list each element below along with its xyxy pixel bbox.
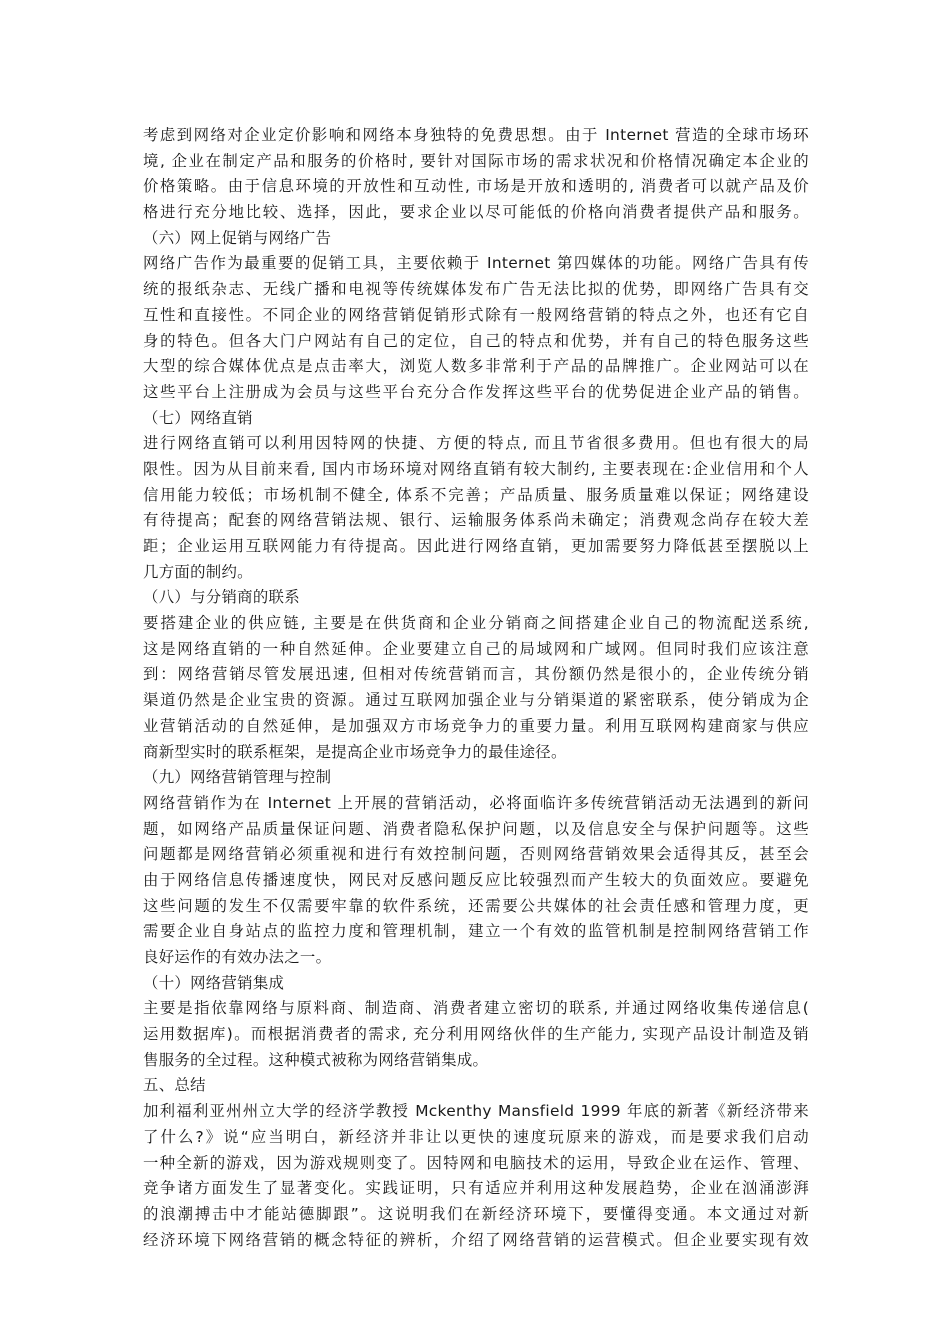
- text-line: 考虑到网络对企业定价影响和网络本身独特的免费思想。由于 Internet 营造的全球市场环: [143, 126, 809, 144]
- text-line: 信用能力较低；市场机制不健全, 体系不完善；产品质量、服务质量难以保证；网络建设: [143, 485, 809, 504]
- text-line: 商新型实时的联系框架，是提高企业市场竞争力的最佳途径。: [143, 742, 567, 761]
- text-line: 主要是指依靠网络与原料商、制造商、消费者建立密切的联系, 并通过网络收集传递信息(: [143, 999, 809, 1018]
- text-line: 一种全新的游戏，因为游戏规则变了。因特网和电脑技术的运用，导致企业在运作、管理、: [143, 1153, 809, 1172]
- section-heading: （九）网络营销管理与控制: [143, 768, 332, 787]
- text-line: 售服务的全过程。这种模式被称为网络营销集成。: [143, 1050, 489, 1069]
- text-line: 身的特色。但各大门户网站有自己的定位，自己的特点和优势，并有自己的特色服务这些: [143, 331, 809, 350]
- text-line: 几方面的制约。: [143, 562, 253, 581]
- text-line: 经济环境下网络营销的概念特征的辨析，介绍了网络营销的运营模式。但企业要实现有效: [143, 1230, 809, 1249]
- section-heading: （六）网上促销与网络广告: [143, 228, 332, 247]
- text-line: 到：网络营销尽管发展迅速, 但相对传统营销而言，其份额仍然是很小的，企业传统分销: [143, 665, 809, 684]
- text-line: 有待提高；配套的网络营销法规、银行、运输服务体系尚未确定；消费观念尚存在较大差: [143, 511, 809, 530]
- section-heading: （七）网络直销: [143, 408, 253, 427]
- text-line: 竞争诸方面发生了显著变化。实践证明，只有适应并利用这种发展趋势，企业在汹涌澎湃: [143, 1179, 809, 1198]
- text-line: 境, 企业在制定产品和服务的价格时, 要针对国际市场的需求状况和价格情况确定本企业的: [143, 151, 809, 170]
- text-line: 的浪潮搏击中才能站德脚跟”。这说明我们在新经济环境下，要懂得变通。本文通过对新: [143, 1204, 809, 1223]
- text-line: 运用数据库)。而根据消费者的需求, 充分利用网络伙伴的生产能力, 实现产品设计制造及销: [143, 1025, 809, 1044]
- text-line: 限性。因为从目前来看, 国内市场环境对网络直销有较大制约, 主要表现在:企业信用和个人: [143, 459, 809, 478]
- text-line: 由于网络信息传播速度快，网民对反感问题反应比较强烈而产生较大的负面效应。要避免: [143, 870, 809, 889]
- text-line: 这些问题的发生不仅需要牢靠的软件系统，还需要公共媒体的社会责任感和管理力度，更: [143, 896, 809, 915]
- document-page: [143, 123, 809, 1253]
- text-line: 需要企业自身站点的监控力度和管理机制，建立一个有效的监管机制是控制网络营销工作: [143, 922, 809, 941]
- text-line: 网络营销作为在 Internet 上开展的营销活动，必将面临许多传统营销活动无法遇到的新问: [143, 793, 809, 812]
- section-heading: （八）与分销商的联系: [143, 588, 300, 607]
- text-line: 格进行充分地比较、选择，因此，要求企业以尽可能低的价格向消费者提供产品和服务。: [143, 203, 809, 222]
- text-line: 大型的综合媒体优点是点击率大，浏览人数多非常利于产品的品牌推广。企业网站可以在: [143, 357, 809, 376]
- section-heading: （十）网络营销集成: [143, 973, 285, 992]
- text-line: 价格策略。由于信息环境的开放性和互动性, 市场是开放和透明的, 消费者可以就产品及价: [143, 177, 809, 196]
- text-line: 题，如网络产品质量保证问题、消费者隐私保护问题，以及信息安全与保护问题等。这些: [143, 819, 809, 838]
- section-heading: 五、总结: [143, 1076, 206, 1095]
- text-line: 渠道仍然是企业宝贵的资源。通过互联网加强企业与分销渠道的紧密联系，使分销成为企: [143, 691, 809, 710]
- text-line: 业营销活动的自然延伸，是加强双方市场竞争力的重要力量。利用互联网构建商家与供应: [143, 716, 809, 735]
- text-line: 问题都是网络营销必须重视和进行有效控制问题，否则网络营销效果会适得其反，甚至会: [143, 845, 809, 864]
- text-line: 这些平台上注册成为会员与这些平台充分合作发挥这些平台的优势促进企业产品的销售。: [143, 382, 809, 401]
- text-line: 加利福利亚州州立大学的经济学教授 Mckenthy Mansfield 1999 年底的新著《新经济带来: [143, 1102, 809, 1121]
- text-line: 要搭建企业的供应链, 主要是在供货商和企业分销商之间搭建企业自己的物流配送系统,: [143, 614, 809, 633]
- text-line: 网络广告作为最重要的促销工具，主要依赖于 Internet 第四媒体的功能。网络广告具有传: [143, 254, 809, 273]
- text-line: 互性和直接性。不同企业的网络营销促销形式除有一般网络营销的特点之外，也还有它自: [143, 305, 809, 324]
- text-line: 良好运作的有效办法之一。: [143, 948, 332, 966]
- text-line: 了什么?》说“应当明白，新经济并非让以更快的速度玩原来的游戏，而是要求我们启动: [143, 1127, 809, 1146]
- text-line: 距；企业运用互联网能力有待提高。因此进行网络直销，更加需要努力降低甚至摆脱以上: [143, 537, 809, 555]
- text-line: 进行网络直销可以利用因特网的快捷、方便的特点, 而且节省很多费用。但也有很大的局: [143, 434, 809, 453]
- text-line: 这是网络直销的一种自然延伸。企业要建立自己的局域网和广域网。但同时我们应该注意: [143, 639, 809, 658]
- text-line: 统的报纸杂志、无线广播和电视等传统媒体发布广告无法比拟的优势，即网络广告具有交: [143, 280, 809, 299]
